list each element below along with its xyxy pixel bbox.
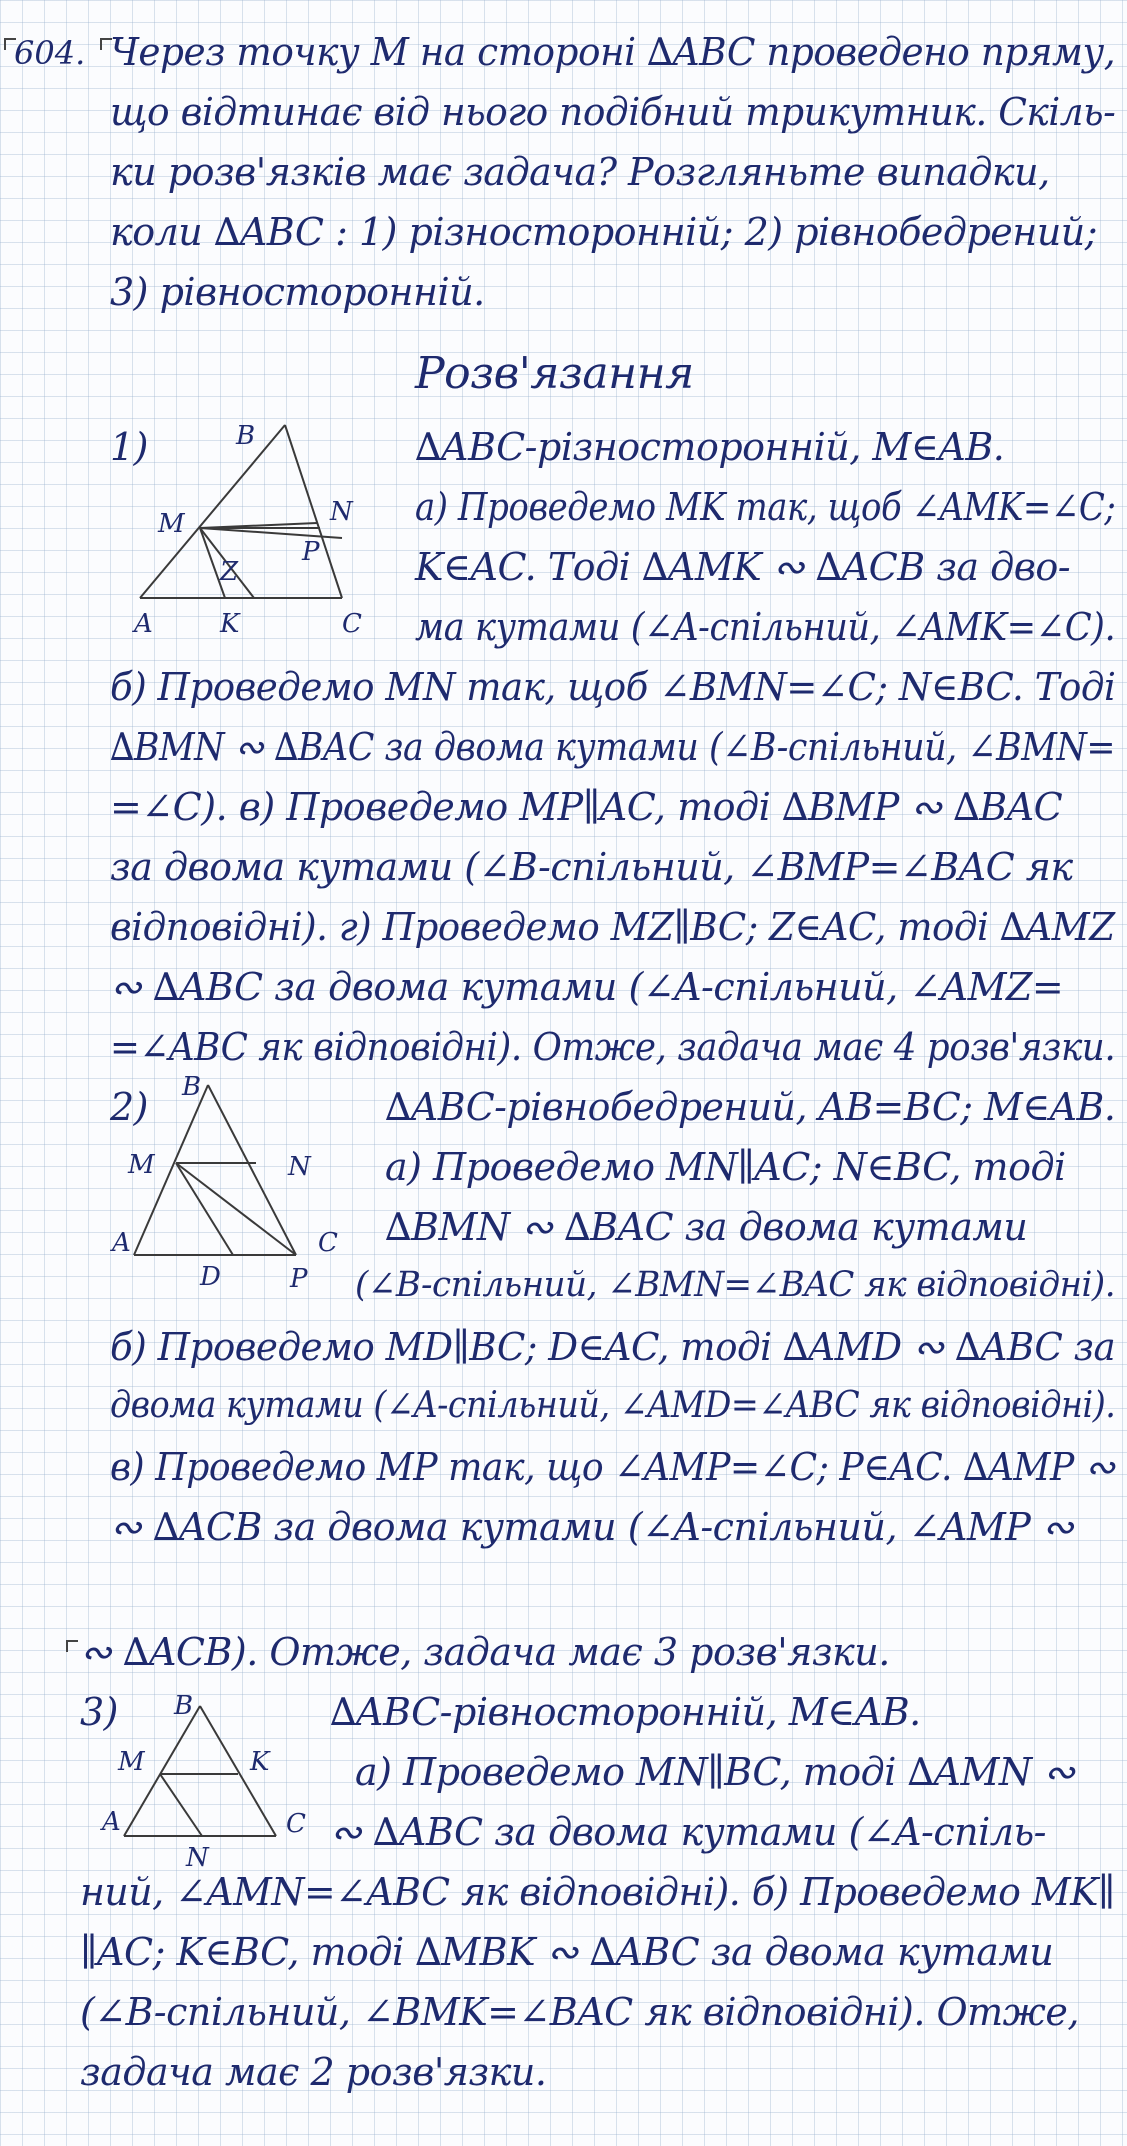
case2-conclusion: ∾ ∆ACB). Отже, задача має 3 розв'язки. bbox=[80, 1630, 890, 1674]
case2-line: а) Проведемо MN∥AC; N∈BC, тоді bbox=[385, 1145, 1066, 1189]
vertex-label-k: K bbox=[220, 609, 240, 639]
case3-line: а) Проведемо MN∥BC, тоді ∆AMN ∾ bbox=[355, 1750, 1075, 1794]
vertex-label-c: C bbox=[318, 1228, 338, 1258]
case1-line: =∠ABC як відповідні). Отже, задача має 4 розв'язки. bbox=[110, 1025, 1116, 1069]
case2-line: ∆BMN ∾ ∆BAC за двома кутами bbox=[385, 1205, 1028, 1249]
case3-figure bbox=[102, 1690, 340, 1873]
vertex-label-n: N bbox=[288, 1152, 311, 1182]
solution-title: Розв'язання bbox=[415, 348, 694, 399]
case3-line: ∾ ∆ABC за двома кутами (∠A-спіль- bbox=[330, 1810, 1047, 1854]
vertex-label-m: M bbox=[118, 1747, 145, 1777]
case1-line: ∾ ∆ABC за двома кутами (∠A-спільний, ∠AMZ= bbox=[110, 965, 1064, 1009]
vertex-label-b: B bbox=[182, 1072, 202, 1102]
case3-line: ний, ∠AMN=∠ABC як відповідні). б) Проведемо MK∥ bbox=[80, 1870, 1115, 1914]
case1-line: а) Проведемо MK так, щоб ∠AMK=∠C; bbox=[415, 485, 1116, 529]
vertex-label-p: P bbox=[302, 537, 320, 567]
problem-line: Через точку M на стороні ∆ABC проведено пряму, bbox=[110, 30, 1116, 74]
case2-line: ∾ ∆ACB за двома кутами (∠A-спільний, ∠AMP ∾ bbox=[110, 1505, 1074, 1549]
vertex-label-m: M bbox=[158, 509, 185, 539]
vertex-label-c: C bbox=[286, 1809, 306, 1839]
case1-line: б) Проведемо MN так, щоб ∠BMN=∠C; N∈BC. Тоді bbox=[110, 665, 1116, 709]
vertex-label-n: N bbox=[186, 1843, 209, 1873]
case1-line: ма кутами (∠A-спільний, ∠AMK=∠C). bbox=[415, 605, 1116, 649]
case3-number: 3) bbox=[80, 1690, 119, 1734]
case2-figure bbox=[112, 1072, 350, 1295]
vertex-label-z: Z bbox=[220, 557, 239, 587]
problem-line: 3) рівносторонній. bbox=[110, 270, 485, 314]
vertex-label-a: A bbox=[112, 1228, 131, 1258]
case2-line: в) Проведемо MP так, що ∠AMP=∠C; P∈AC. ∆AMP ∾ bbox=[110, 1445, 1115, 1489]
problem-line: коли ∆ABC : 1) різносторонній; 2) рівнобедрений; bbox=[110, 210, 1098, 254]
vertex-label-k: K bbox=[250, 1747, 270, 1777]
vertex-label-c: C bbox=[342, 609, 362, 639]
case1-line: ∆ABC-різносторонній, M∈AB. bbox=[415, 425, 1005, 469]
corner-mark bbox=[66, 1640, 78, 1652]
vertex-label-m: M bbox=[128, 1150, 155, 1180]
problem-line: що відтинає від нього подібний трикутник. Скіль- bbox=[110, 90, 1116, 134]
vertex-label-p: P bbox=[290, 1264, 308, 1294]
case2-number: 2) bbox=[110, 1085, 149, 1129]
case3-line: (∠B-спільний, ∠BMK=∠BAC як відповідні). Отже, bbox=[80, 1990, 1079, 2034]
case2-line: двома кутами (∠A-спільний, ∠AMD=∠ABC як відповідні). bbox=[110, 1385, 1116, 1426]
case1-line: відповідні). г) Проведемо MZ∥BC; Z∈AC, тоді ∆AMZ bbox=[110, 905, 1115, 949]
vertex-label-b: B bbox=[236, 421, 256, 451]
case1-line: K∈AC. Тоді ∆AMK ∾ ∆ACB за дво- bbox=[415, 545, 1071, 589]
problem-line: ки розв'язків має задача? Розгляньте випадки, bbox=[110, 150, 1050, 194]
case1-number: 1) bbox=[110, 425, 149, 469]
vertex-label-a: A bbox=[102, 1807, 121, 1837]
case1-figure bbox=[120, 410, 370, 640]
case2-line: (∠B-спільний, ∠BMN=∠BAC як відповідні). bbox=[355, 1265, 1116, 1305]
case3-line: задача має 2 розв'язки. bbox=[80, 2050, 547, 2094]
case2-line: б) Проведемо MD∥BC; D∈AC, тоді ∆AMD ∾ ∆ABC за bbox=[110, 1325, 1116, 1369]
case1-line: ∆BMN ∾ ∆BAC за двома кутами (∠B-спільний, ∠BMN= bbox=[110, 725, 1116, 769]
vertex-label-b: B bbox=[174, 1691, 194, 1721]
case1-line: за двома кутами (∠B-спільний, ∠BMP=∠BAC як bbox=[110, 845, 1073, 889]
case3-line: ∥AC; K∈BC, тоді ∆MBK ∾ ∆ABC за двома кутами bbox=[80, 1930, 1054, 1974]
vertex-label-n: N bbox=[330, 497, 353, 527]
vertex-label-d: D bbox=[200, 1262, 221, 1292]
case2-line: ∆ABC-рівнобедрений, AB=BC; M∈AB. bbox=[385, 1085, 1116, 1129]
vertex-label-a: A bbox=[134, 609, 153, 639]
problem-number: 604. bbox=[14, 34, 86, 72]
case1-line: =∠C). в) Проведемо MP∥AC, тоді ∆BMP ∾ ∆BAC bbox=[110, 785, 1063, 829]
case3-line: ∆ABC-рівносторонній, M∈AB. bbox=[330, 1690, 921, 1734]
